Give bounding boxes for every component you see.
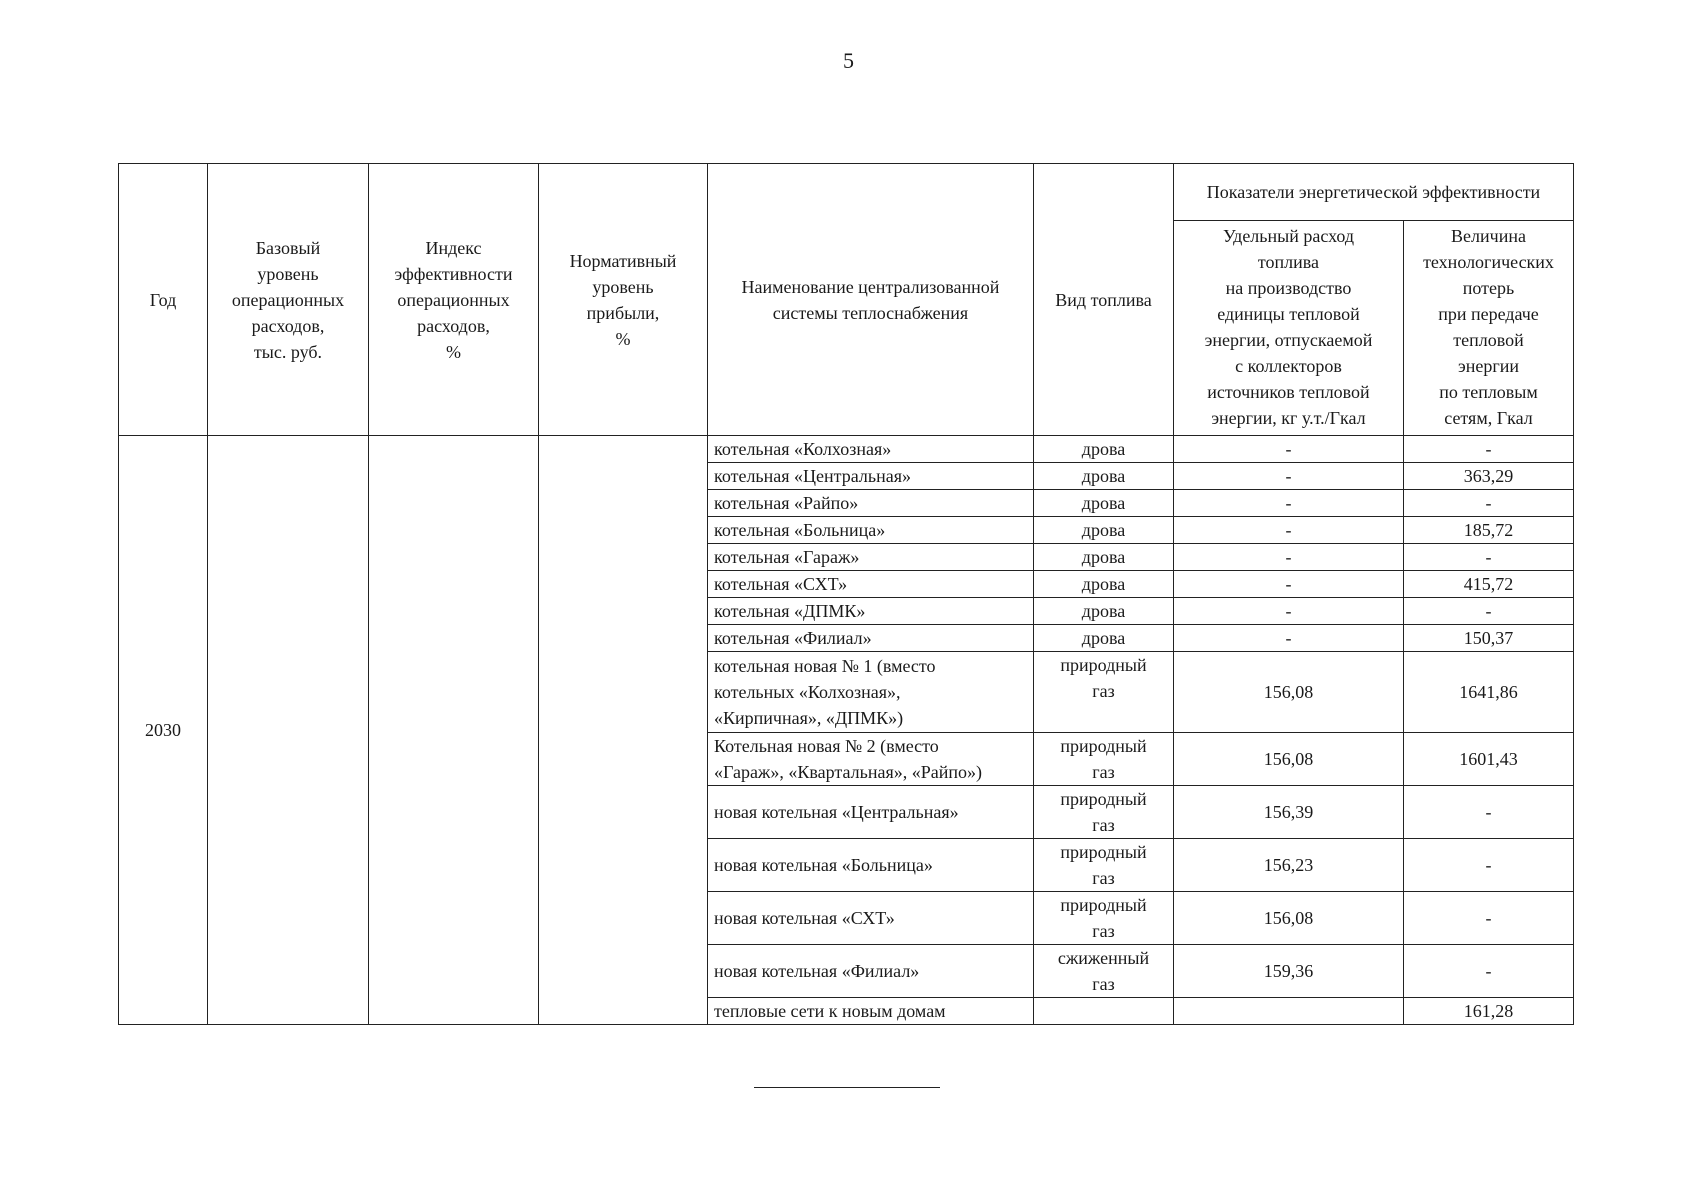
fuel-consumption-cell: - bbox=[1174, 436, 1404, 463]
header-system-name: Наименование централизованной системы теплоснабжения bbox=[708, 164, 1034, 436]
heat-losses-cell: 150,37 bbox=[1404, 625, 1574, 652]
fuel-type-cell: сжиженный газ bbox=[1034, 945, 1174, 998]
page-number: 5 bbox=[843, 48, 854, 73]
fuel-consumption-cell: - bbox=[1174, 625, 1404, 652]
fuel-consumption-cell: 156,08 bbox=[1174, 733, 1404, 786]
header-fuel-consumption: Удельный расход топлива на производство единицы тепловой энергии, отпускаемой с коллекторов источников тепловой энергии, кг у.т./Гкал bbox=[1174, 221, 1404, 436]
fuel-type-cell: дрова bbox=[1034, 625, 1174, 652]
fuel-consumption-cell: 156,08 bbox=[1174, 652, 1404, 733]
system-name-cell: котельная «Больница» bbox=[708, 517, 1034, 544]
heat-losses-cell: - bbox=[1404, 490, 1574, 517]
system-name-cell: котельная «Центральная» bbox=[708, 463, 1034, 490]
fuel-consumption-cell: 159,36 bbox=[1174, 945, 1404, 998]
fuel-type-cell: дрова bbox=[1034, 544, 1174, 571]
efficiency-table bbox=[118, 163, 1574, 1025]
heat-losses-cell: - bbox=[1404, 786, 1574, 839]
heat-losses-cell: 1601,43 bbox=[1404, 733, 1574, 786]
header-year: Год bbox=[119, 164, 208, 436]
system-name-cell: Котельная новая № 2 (вместо «Гараж», «Квартальная», «Райпо») bbox=[708, 733, 1034, 786]
table-header bbox=[119, 164, 1574, 436]
fuel-type-cell: дрова bbox=[1034, 463, 1174, 490]
profit-level-cell bbox=[539, 436, 708, 1025]
fuel-type-cell: природный газ bbox=[1034, 786, 1174, 839]
system-name-cell: новая котельная «Больница» bbox=[708, 839, 1034, 892]
fuel-consumption-cell: - bbox=[1174, 571, 1404, 598]
header-energy-group: Показатели энергетической эффективности bbox=[1174, 164, 1574, 221]
fuel-consumption-cell: - bbox=[1174, 517, 1404, 544]
fuel-type-cell: природный газ bbox=[1034, 652, 1174, 733]
header-base-level: Базовый уровень операционных расходов, тыс. руб. bbox=[208, 164, 369, 436]
fuel-type-cell: дрова bbox=[1034, 517, 1174, 544]
heat-losses-cell: - bbox=[1404, 892, 1574, 945]
year-cell: 2030 bbox=[119, 436, 208, 1025]
fuel-type-cell: природный газ bbox=[1034, 733, 1174, 786]
efficiency-index-cell bbox=[369, 436, 539, 1025]
fuel-consumption-cell: 156,08 bbox=[1174, 892, 1404, 945]
system-name-cell: котельная «Гараж» bbox=[708, 544, 1034, 571]
fuel-consumption-cell: - bbox=[1174, 490, 1404, 517]
system-name-cell: новая котельная «Центральная» bbox=[708, 786, 1034, 839]
heat-losses-cell: 161,28 bbox=[1404, 998, 1574, 1025]
fuel-consumption-cell: 156,23 bbox=[1174, 839, 1404, 892]
system-name-cell: котельная «Филиал» bbox=[708, 625, 1034, 652]
heat-losses-cell: - bbox=[1404, 945, 1574, 998]
fuel-type-cell: дрова bbox=[1034, 598, 1174, 625]
system-name-cell: тепловые сети к новым домам bbox=[708, 998, 1034, 1025]
system-name-cell: котельная «ДПМК» bbox=[708, 598, 1034, 625]
footer-rule bbox=[754, 1087, 940, 1088]
header-efficiency-index: Индекс эффективности операционных расходов, % bbox=[369, 164, 539, 436]
fuel-consumption-cell: 156,39 bbox=[1174, 786, 1404, 839]
fuel-type-cell: дрова bbox=[1034, 436, 1174, 463]
fuel-type-cell bbox=[1034, 998, 1174, 1025]
heat-losses-cell: - bbox=[1404, 839, 1574, 892]
fuel-consumption-cell bbox=[1174, 998, 1404, 1025]
system-name-cell: котельная «Райпо» bbox=[708, 490, 1034, 517]
header-heat-losses: Величина технологических потерь при передаче тепловой энергии по тепловым сетям, Гкал bbox=[1404, 221, 1574, 436]
base-level-cell bbox=[208, 436, 369, 1025]
heat-losses-cell: - bbox=[1404, 544, 1574, 571]
fuel-type-cell: дрова bbox=[1034, 490, 1174, 517]
system-name-cell: новая котельная «Филиал» bbox=[708, 945, 1034, 998]
heat-losses-cell: - bbox=[1404, 598, 1574, 625]
fuel-type-cell: природный газ bbox=[1034, 839, 1174, 892]
header-profit-level: Нормативный уровень прибыли, % bbox=[539, 164, 708, 436]
heat-losses-cell: 1641,86 bbox=[1404, 652, 1574, 733]
system-name-cell: котельная «СХТ» bbox=[708, 571, 1034, 598]
fuel-type-cell: природный газ bbox=[1034, 892, 1174, 945]
fuel-type-cell: дрова bbox=[1034, 571, 1174, 598]
system-name-cell: котельная «Колхозная» bbox=[708, 436, 1034, 463]
heat-losses-cell: 415,72 bbox=[1404, 571, 1574, 598]
heat-losses-cell: 363,29 bbox=[1404, 463, 1574, 490]
table-body bbox=[119, 436, 1574, 1025]
fuel-consumption-cell: - bbox=[1174, 598, 1404, 625]
table-row bbox=[119, 436, 1574, 463]
fuel-consumption-cell: - bbox=[1174, 544, 1404, 571]
system-name-cell: новая котельная «СХТ» bbox=[708, 892, 1034, 945]
header-fuel-type: Вид топлива bbox=[1034, 164, 1174, 436]
heat-losses-cell: 185,72 bbox=[1404, 517, 1574, 544]
heat-losses-cell: - bbox=[1404, 436, 1574, 463]
system-name-cell: котельная новая № 1 (вместо котельных «Колхозная», «Кирпичная», «ДПМК») bbox=[708, 652, 1034, 733]
fuel-consumption-cell: - bbox=[1174, 463, 1404, 490]
